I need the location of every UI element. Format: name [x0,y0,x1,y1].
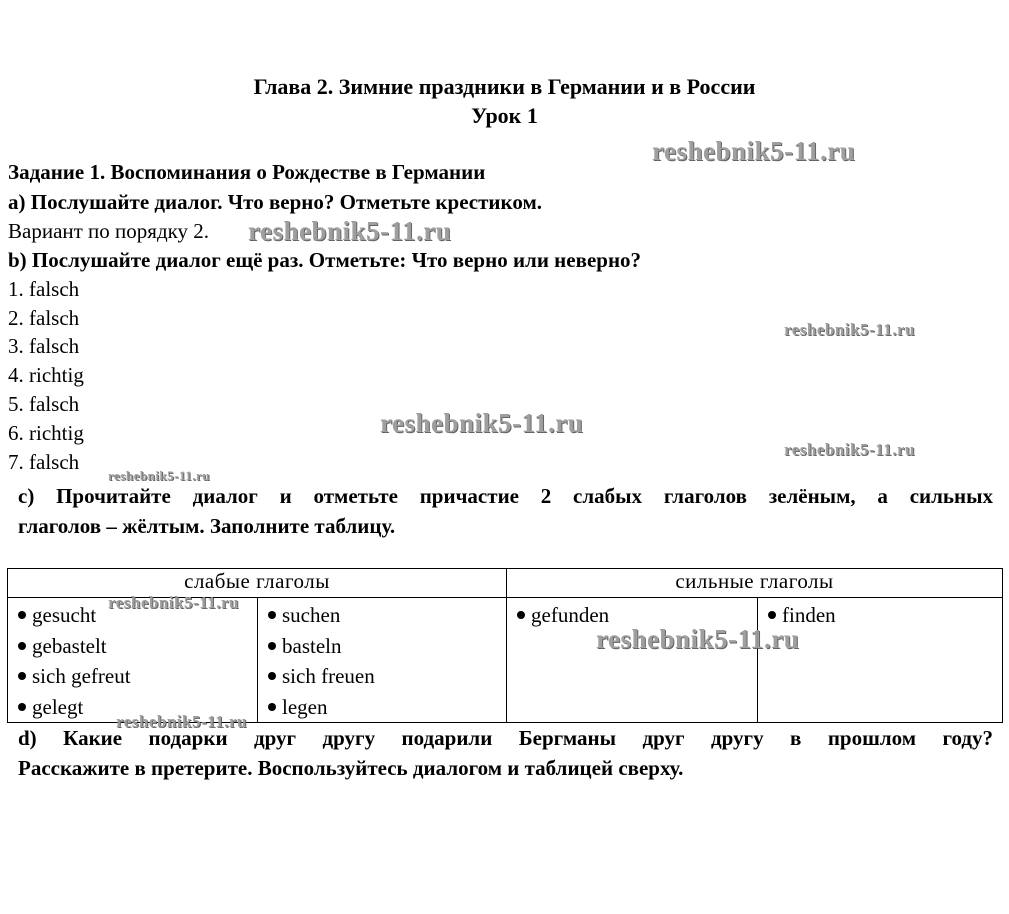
list-item: basteln [268,631,506,662]
bullet-icon [18,642,26,650]
task-a-heading: а) Послушайте диалог. Что верно? Отметьте крестиком. [8,190,542,214]
task-b-heading: b) Послушайте диалог ещё раз. Отметьте: Что верно или неверно? [8,248,642,272]
answer-3: 3. falsch [8,334,80,358]
answer-6: 6. richtig [8,421,84,445]
bullet-icon [268,672,276,680]
task-c-heading-line2: глаголов – жёлтым. Заполните таблицу. [18,514,396,538]
verbs-table [7,568,1003,723]
watermark: reshebnik5-11.ru [784,440,915,459]
answer-4: 4. richtig [8,363,84,387]
watermark: reshebnik5-11.ru [596,624,800,654]
strong-verbs-header: сильные глаголы [507,569,1003,598]
list-item: legen [268,692,506,723]
answer-5: 5. falsch [8,392,80,416]
bullet-icon [268,611,276,619]
list-item: finden [768,600,1002,631]
list-item: gefunden [517,600,757,631]
list-item: sich freuen [268,661,506,692]
watermark: reshebnik5-11.ru [108,468,211,483]
answer-2: 2. falsch [8,306,80,330]
bullet-icon [768,611,776,619]
watermark: reshebnik5-11.ru [108,593,239,612]
weak-infinitives-cell [258,598,507,723]
task-c-heading-line1: с) Прочитайте диалог и отметьте причастие 2 слабых глаголов зелёным, а сильных [18,484,993,508]
watermark: reshebnik5-11.ru [116,712,247,731]
answer-7: 7. falsch [8,450,80,474]
task1-heading: Задание 1. Воспоминания о Рождестве в Германии [8,160,486,184]
bullet-icon [517,611,525,619]
bullet-icon [268,642,276,650]
bullet-icon [18,672,26,680]
list-item: gebastelt [18,631,257,662]
lesson-title: Урок 1 [471,103,538,128]
answer-1: 1. falsch [8,277,80,301]
weak-participles-cell [8,598,258,723]
strong-infinitives-cell [758,598,1003,723]
bullet-icon [268,703,276,711]
watermark: reshebnik5-11.ru [248,216,452,246]
bullet-icon [18,703,26,711]
chapter-title: Глава 2. Зимние праздники в Германии и в России [253,74,756,99]
task-a-answer: Вариант по порядку 2. [8,219,210,243]
task-d-heading-line1: d) Какие подарки друг другу подарили Бергманы друг другу в прошлом году? [18,726,993,750]
watermark: reshebnik5-11.ru [784,320,915,339]
bullet-icon [18,611,26,619]
list-item: suchen [268,600,506,631]
list-item: sich gefreut [18,661,257,692]
weak-participles-list [8,598,257,722]
task-d-heading-line2: Расскажите в претерите. Воспользуйтесь диалогом и таблицей сверху. [18,756,684,780]
weak-infinitives-list [258,598,506,722]
strong-participles-cell [507,598,758,723]
list-item: gesucht [18,600,257,631]
weak-verbs-header: слабые глаголы [8,569,507,598]
list-item: gelegt [18,692,257,723]
watermark: reshebnik5-11.ru [652,136,856,166]
table-body-row [8,598,1003,723]
watermark: reshebnik5-11.ru [380,408,584,438]
